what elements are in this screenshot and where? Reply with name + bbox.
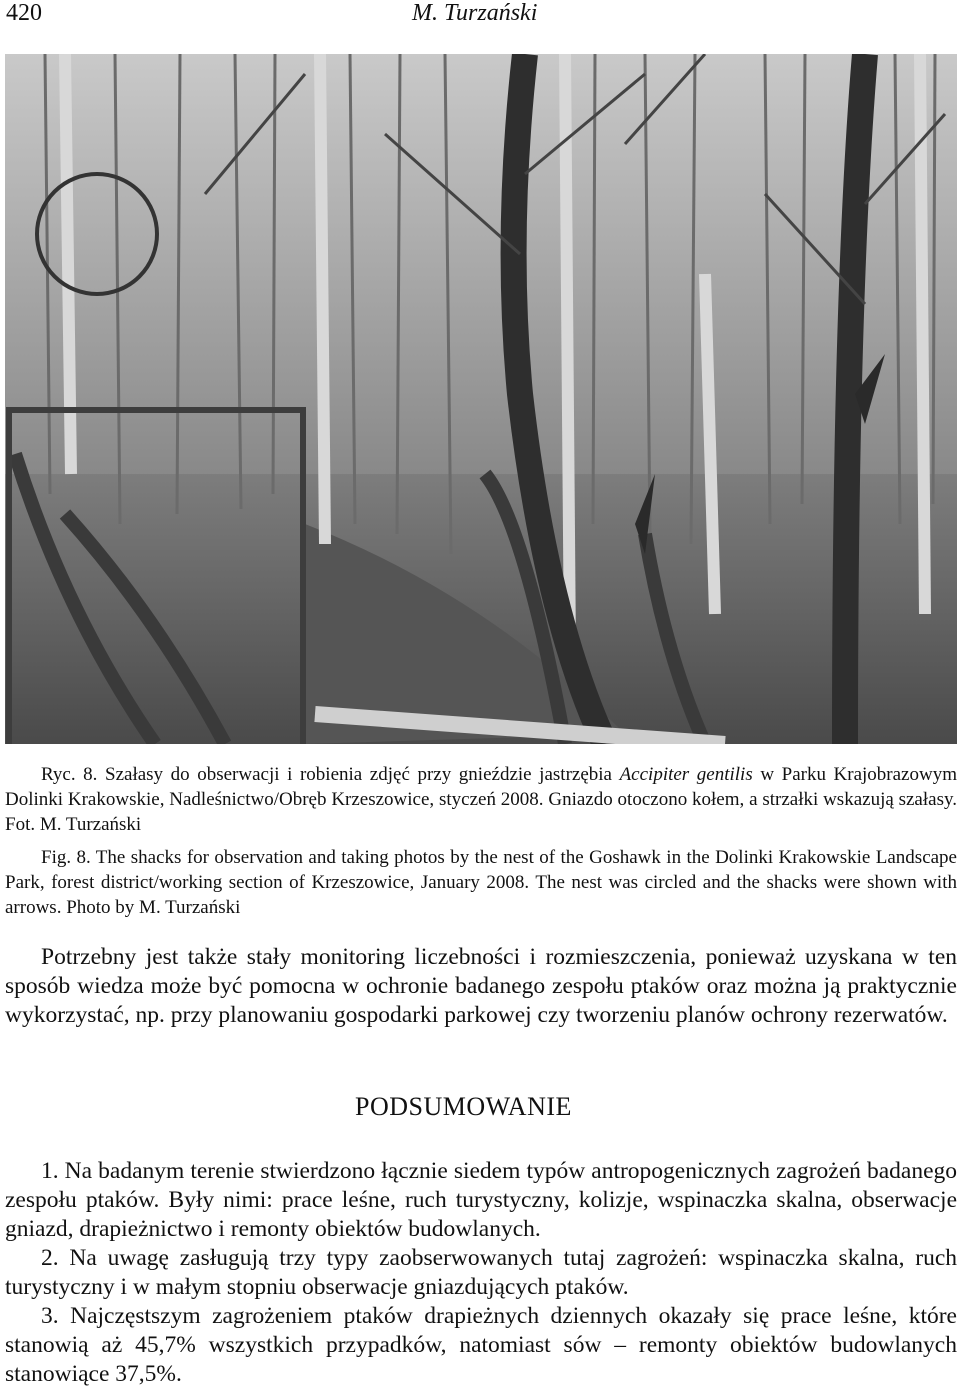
page-header — [6, 0, 946, 32]
summary-item — [5, 1302, 957, 1389]
body-paragraph — [5, 943, 957, 1030]
caption-pl-prefix: Ryc. 8. Szałasy do obserwacji i robienia zdjęć przy gnieździe jastrzębia — [41, 764, 620, 785]
figure-caption-polish — [5, 762, 957, 837]
body-paragraph-text: Potrzebny jest także stały monitoring liczebności i rozmieszczenia, ponieważ uzyskana w ten sposób wiedza może być pomocna w ochronie badanego zespołu ptaków oraz można ją praktycznie wykorzystać, np. przy planowaniu gospodarki parkowej czy tworzeniu planów ochrony rezerwatów. — [5, 944, 957, 1028]
summary-item — [5, 1157, 957, 1244]
forest-photo — [5, 54, 957, 744]
running-head-author: M. Turzański — [412, 0, 538, 26]
figure-caption-english — [5, 845, 957, 920]
caption-en-text: Fig. 8. The shacks for observation and taking photos by the nest of the Goshawk in the Dolinki Krakowskie Landscape Park, forest district/working section of Krzeszowice, January 2008. The nest was circled and the shacks were shown with arrows. Photo by M. Turzański — [5, 847, 957, 918]
caption-pl-species: Accipiter gentilis — [619, 764, 753, 785]
caption-pl-suffix: w Parku Krajobrazowym Dolinki Krakowskie, Nadleśnictwo/Obręb Krzeszowice, styczeń 2008. Gniazdo otoczono kołem, a strzałki wskazują szałasy. Fot. M. Turzański — [5, 764, 957, 835]
forest-photo-icon — [5, 54, 957, 744]
summary-list — [5, 1157, 957, 1389]
summary-item-text: 1. Na badanym terenie stwierdzono łącznie siedem typów antropogenicznych zagrożeń badanego zespołu ptaków. Były nimi: prace leśne, ruch turystyczny, kolizje, wspinaczka skalna, obserwacje gniazd, drapieżnictwo i remonty obiektów budowlanych. — [5, 1158, 957, 1242]
summary-item-text: 3. Najczęstszym zagrożeniem ptaków drapieżnych dziennych okazały się prace leśne, które stanowią aż 45,7% wszystkich przypadków, natomiast sów – remonty obiektów budowlanych stanowiące 37,5%. — [5, 1303, 957, 1387]
page-number: 420 — [6, 0, 42, 26]
summary-item-text: 2. Na uwagę zasługują trzy typy zaobserwowanych tutaj zagrożeń: wspinaczka skalna, ruch turystyczny i w małym stopniu obserwacje gniazdujących ptaków. — [5, 1245, 957, 1300]
summary-item — [5, 1244, 957, 1302]
section-heading: PODSUMOWANIE — [355, 1092, 572, 1121]
